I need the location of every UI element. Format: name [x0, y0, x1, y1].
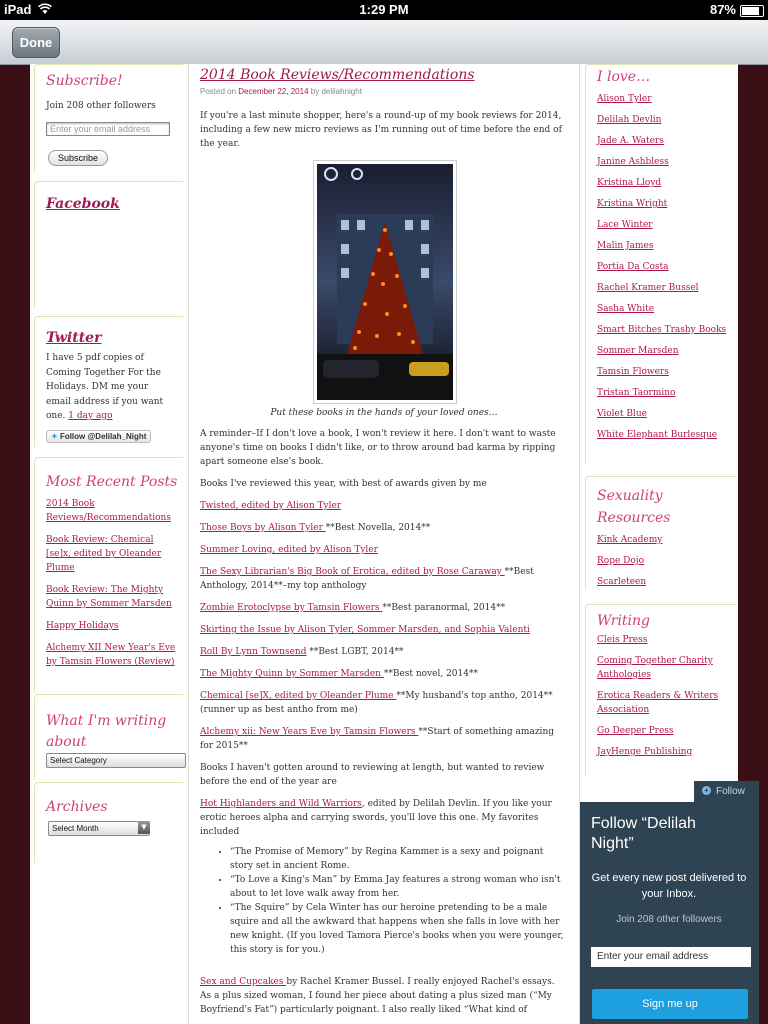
i-love-link[interactable]: Jade A. Waters — [597, 136, 664, 146]
writing-link[interactable]: Go Deeper Press — [597, 726, 674, 736]
image-caption: Put these books in the hands of your loved ones… — [270, 408, 498, 418]
post-meta — [200, 87, 568, 96]
by-label: by — [310, 87, 320, 96]
writing-link[interactable]: Coming Together Charity Anthologies — [597, 656, 713, 680]
follow-tab-label: Follow — [716, 786, 745, 797]
book-note: **Start of something amazing for 2015** — [200, 727, 554, 751]
book-note: **Best paranormal, 2014** — [382, 603, 506, 613]
book-link[interactable]: Those Boys by Alison Tyler — [200, 523, 326, 533]
post-date-link[interactable]: December 22, 2014 — [238, 87, 309, 96]
book-entry — [200, 667, 568, 681]
i-love-link[interactable]: Lace Winter — [597, 220, 653, 230]
book-entry — [200, 521, 568, 535]
subscribe-widget — [34, 64, 183, 173]
book-link[interactable]: Skirting the Issue by Alison Tyler, Sommer Marsden, and Sophia Valenti — [200, 625, 530, 635]
battery-icon — [740, 5, 764, 17]
sexuality-link[interactable]: Kink Academy — [597, 535, 663, 545]
twitter-follow-button[interactable] — [46, 430, 151, 443]
writing-link[interactable]: JayHenge Publishing — [597, 747, 693, 757]
recent-post-link[interactable]: 2014 Book Reviews/Recommendations — [46, 499, 171, 523]
recent-post-link[interactable]: Book Review: The Mighty Quinn by Sommer Marsden — [46, 585, 172, 609]
book-entry — [200, 689, 568, 717]
subscribe-title: Subscribe! — [46, 73, 123, 89]
reviewed-intro: Books I've reviewed this year, with best of awards given by me — [200, 479, 487, 489]
book-note: **Best LGBT, 2014** — [306, 647, 404, 657]
highlanders-text: , edited by Delilah Devlin. If you like your erotic heroes alpha and carrying swords, you'll love this one. My favorites included — [200, 799, 552, 837]
sexuality-title: Sexuality Resources — [597, 488, 671, 526]
book-note: **My husband's top antho, 2014** (runner up as best antho from me) — [200, 691, 553, 715]
recent-post-link[interactable]: Happy Holidays — [46, 621, 119, 631]
subscribe-email-input[interactable]: Enter your email address — [46, 122, 170, 136]
book-link[interactable]: Roll By Lynn Townsend — [200, 647, 307, 657]
i-love-link[interactable]: Smart Bitches Trashy Books — [597, 325, 727, 335]
i-love-title: I love… — [597, 69, 651, 85]
i-love-link[interactable]: Janine Ashbless — [597, 157, 669, 167]
book-note: **Best Novella, 2014** — [325, 523, 431, 533]
not-reviewed-paragraph: Books I haven't gotten around to reviewing at length, but wanted to review before the end of the year are — [200, 763, 545, 787]
book-entry — [200, 601, 568, 615]
post-image — [313, 160, 457, 404]
recent-post-link[interactable]: Book Review: Chemical [se]x, edited by Oleander Plume — [46, 535, 162, 573]
i-love-list — [586, 92, 736, 442]
follow-plus-icon: + — [702, 786, 711, 795]
i-love-link[interactable]: Kristina Wright — [597, 199, 668, 209]
archives-select-wrap[interactable] — [48, 821, 150, 835]
book-link[interactable]: Zombie Erotoclypse by Tamsin Flowers — [200, 603, 383, 613]
i-love-link[interactable]: Delilah Devlin — [597, 115, 662, 125]
book-entry — [200, 543, 568, 557]
facebook-title[interactable]: Facebook — [46, 196, 120, 212]
archives-title: Archives — [46, 799, 108, 815]
favorite-item: • “The Squire” by Cela Winter has our heroine pretending to be a male squire and all the awkward that happens when she falls in love with her new knight. (If you loved Tamora Pierce's books when you were younger, this story is for you.) — [230, 901, 568, 957]
i-love-link[interactable]: White Elephant Burlesque — [597, 430, 718, 440]
left-sidebar — [30, 64, 189, 1024]
book-entry — [200, 645, 568, 659]
book-list — [200, 499, 568, 753]
writing-widget — [585, 604, 736, 775]
sexuality-link[interactable]: Scarleteen — [597, 577, 647, 587]
book-entry — [200, 623, 568, 637]
i-love-link[interactable]: Portia Da Costa — [597, 262, 669, 272]
book-link[interactable]: Chemical [se]X, edited by Oleander Plume — [200, 691, 397, 701]
archives-widget — [34, 782, 183, 863]
post-author[interactable]: delilahnight — [321, 87, 362, 96]
facebook-widget — [34, 181, 183, 308]
month-select[interactable]: Select Month — [48, 821, 150, 836]
sexuality-list — [586, 533, 736, 589]
categories-widget — [34, 694, 183, 780]
clock: 1:29 PM — [359, 2, 409, 17]
book-entry — [200, 565, 568, 593]
subscribe-text: Join 208 other followers — [46, 101, 156, 111]
book-entry — [200, 725, 568, 753]
book-link[interactable]: Summer Loving, edited by Alison Tyler — [200, 545, 378, 555]
i-love-link[interactable]: Alison Tyler — [597, 94, 652, 104]
tweet-body: I have 5 pdf copies of Coming Together For the Holidays. DM me your email address if you want one. — [46, 353, 164, 421]
book-entry — [200, 499, 568, 513]
book-note: **Best Anthology, 2014**–my top anthology — [200, 567, 534, 591]
favorite-item: • “To Love a King's Man” by Emma Jay features a strong woman who isn't about to let love walk away from her. — [230, 873, 568, 901]
tweet-text — [46, 351, 174, 424]
post-intro: If you're a last minute shopper, here's a round-up of my book reviews for 2014, including a few new micro reviews as I'm running out of time before the end of the year. — [200, 111, 562, 149]
writing-link[interactable]: Erotica Readers & Writers Association — [597, 691, 719, 715]
i-love-link[interactable]: Tamsin Flowers — [597, 367, 669, 377]
sexuality-link[interactable]: Rope Dojo — [597, 556, 644, 566]
book-link[interactable]: The Sexy Librarian's Big Book of Erotica, edited by Rose Caraway — [200, 567, 505, 577]
reminder-paragraph: A reminder–If I don't love a book, I won't review it here. I don't want to waste anyone's time on books I didn't like, or to throw around bad karma by ripping apart someone else's book. — [200, 429, 556, 467]
book-note: **Best novel, 2014** — [383, 669, 478, 679]
i-love-link[interactable]: Sommer Marsden — [597, 346, 679, 356]
follow-tab[interactable] — [694, 781, 759, 802]
i-love-link[interactable]: Violet Blue — [597, 409, 647, 419]
follow-description: Get every new post delivered to your Inbox. — [591, 872, 747, 900]
categories-title: What I'm writing about — [46, 713, 167, 750]
highlanders-link[interactable]: Hot Highlanders and Wild Warriors — [200, 799, 362, 809]
writing-list — [586, 633, 736, 759]
carrier-label: iPad — [4, 2, 32, 17]
i-love-link[interactable]: Kristina Lloyd — [597, 178, 662, 188]
book-link[interactable]: Twisted, edited by Alison Tyler — [200, 501, 342, 511]
writing-link[interactable]: Cleis Press — [597, 635, 648, 645]
post — [200, 64, 568, 1024]
i-love-link[interactable]: Sasha White — [597, 304, 655, 314]
recent-posts-title: Most Recent Posts — [46, 474, 178, 490]
sexuality-widget — [585, 476, 736, 589]
twitter-widget — [34, 316, 183, 447]
writing-title: Writing — [597, 613, 651, 629]
i-love-widget — [585, 64, 736, 465]
tweet-time-link[interactable]: 1 day ago — [68, 411, 113, 421]
done-button[interactable]: Done — [12, 27, 60, 58]
recent-posts-widget — [34, 457, 183, 693]
i-love-link[interactable]: Rachel Kramer Bussel — [597, 283, 699, 293]
twitter-follow-label: Follow @Delilah_Night — [59, 431, 147, 441]
browser-toolbar — [0, 20, 768, 65]
follow-panel — [580, 802, 759, 1024]
follow-heading: Follow “Delilah Night” — [591, 815, 696, 852]
cupcakes-paragraph — [200, 975, 568, 1017]
cupcakes-text: by Rachel Kramer Bussel. I really enjoyed Rachel's essays. As a plus sized woman, I found her piece about dating a plus sized man (“My Boyfriend's Fat”) particularly poignant. I also really liked “What kind of — [200, 977, 555, 1015]
favorite-item: • “The Promise of Memory” by Regina Kammer is a sexy and poignant story set in ancient Rome. — [230, 845, 568, 873]
i-love-link[interactable]: Tristan Taormino — [597, 388, 676, 398]
highlanders-paragraph — [200, 797, 568, 839]
dropdown-arrow-icon: ▼ — [138, 821, 150, 834]
status-bar — [0, 0, 768, 20]
posted-on-label: Posted on — [200, 87, 237, 96]
cupcakes-link[interactable]: Sex and Cupcakes — [200, 977, 287, 987]
i-love-link[interactable]: Malin James — [597, 241, 654, 251]
post-title[interactable]: 2014 Book Reviews/Recommendations — [200, 67, 475, 83]
christmas-tree-photo — [317, 164, 453, 400]
twitter-bird-icon: ✦ — [51, 431, 58, 441]
sign-me-up-button[interactable]: Sign me up — [592, 989, 748, 1019]
battery-percent: 87% — [709, 2, 736, 17]
book-link[interactable]: Alchemy xii: New Years Eve by Tamsin Flowers — [200, 727, 419, 737]
recent-post-link[interactable]: Alchemy XII New Year's Eve by Tamsin Flowers (Review) — [46, 643, 176, 667]
follow-count: Join 208 other followers — [616, 914, 722, 925]
twitter-title[interactable]: Twitter — [46, 330, 102, 346]
favorites-list — [200, 845, 568, 957]
category-select[interactable]: Select Category — [46, 753, 186, 768]
subscribe-button[interactable]: Subscribe — [48, 150, 108, 166]
follow-email-input[interactable]: Enter your email address — [591, 947, 751, 967]
book-link[interactable]: The Mighty Quinn by Sommer Marsden — [200, 669, 384, 679]
